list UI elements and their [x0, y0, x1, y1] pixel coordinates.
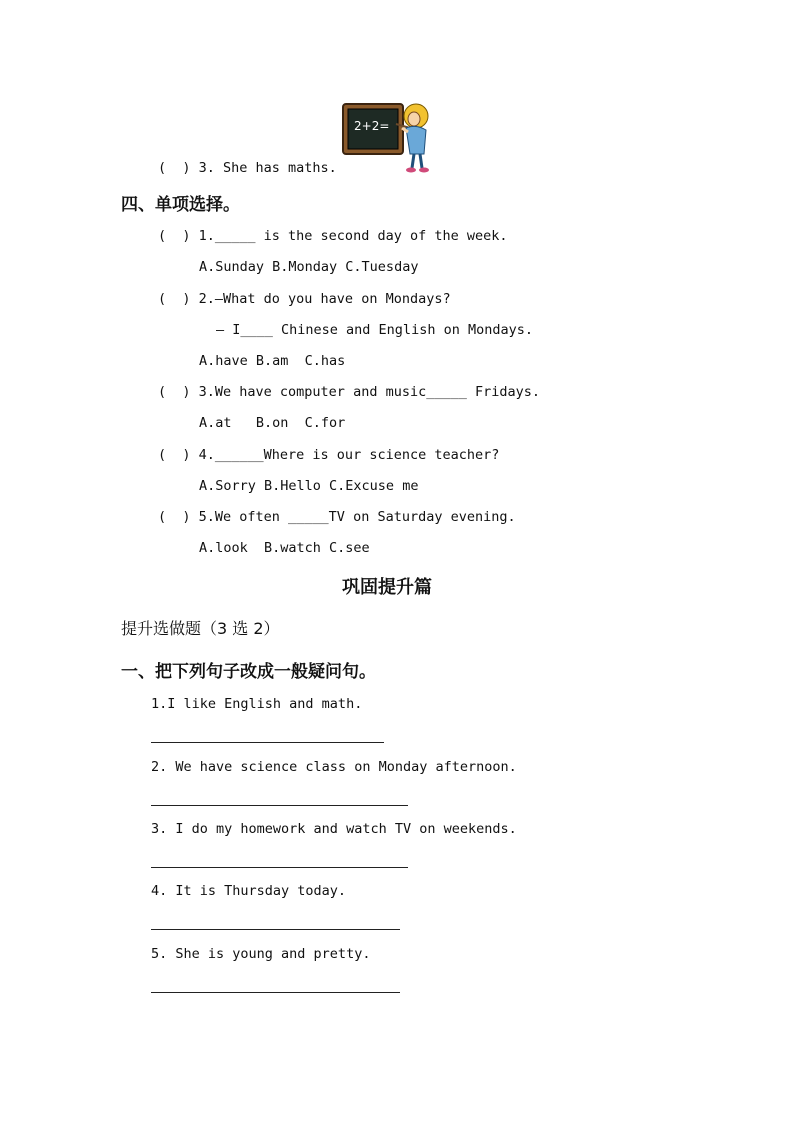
teacher-chalkboard-illustration — [340, 98, 432, 174]
teacher-at-chalkboard-icon — [340, 98, 432, 174]
section-1-heading: 一、把下列句子改成一般疑问句。 — [121, 662, 376, 682]
section-4-heading: 四、单项选择。 — [121, 195, 240, 215]
answer-line-5[interactable] — [151, 992, 400, 993]
optional-label: 提升选做题（3 选 2） — [121, 619, 280, 638]
sentence-4: 4. It is Thursday today. — [151, 883, 347, 899]
board-text: 2+2= — [354, 119, 390, 133]
answer-line-2[interactable] — [151, 805, 408, 806]
question-5-stem: ( ) 5.We often _____TV on Saturday evening. — [158, 509, 516, 525]
sentence-1: 1.I like English and math. — [151, 696, 363, 712]
answer-line-3[interactable] — [151, 867, 408, 868]
question-1-options: A.Sunday B.Monday C.Tuesday — [199, 259, 419, 275]
question-2-stem-reply: — I____ Chinese and English on Mondays. — [216, 322, 533, 338]
question-4-stem: ( ) 4.______Where is our science teacher? — [158, 447, 500, 463]
answer-line-1[interactable] — [151, 742, 384, 743]
question-1-stem: ( ) 1._____ is the second day of the week. — [158, 228, 508, 244]
question-2-stem: ( ) 2.—What do you have on Mondays? — [158, 291, 451, 307]
question-3-stem: ( ) 3.We have computer and music_____ Fridays. — [158, 384, 541, 400]
sentence-3: 3. I do my homework and watch TV on weekends. — [151, 821, 517, 837]
part-title: 巩固提升篇 — [342, 577, 432, 598]
sentence-2: 2. We have science class on Monday afternoon. — [151, 759, 517, 775]
question-2-options: A.have B.am C.has — [199, 353, 346, 369]
answer-line-4[interactable] — [151, 929, 400, 930]
question-3-options: A.at B.on C.for — [199, 415, 346, 431]
question-4-options: A.Sorry B.Hello C.Excuse me — [199, 478, 419, 494]
question-5-options: A.look B.watch C.see — [199, 540, 370, 556]
sentence-5: 5. She is young and pretty. — [151, 946, 371, 962]
prev-question-3: ( ) 3. She has maths. — [158, 160, 337, 176]
